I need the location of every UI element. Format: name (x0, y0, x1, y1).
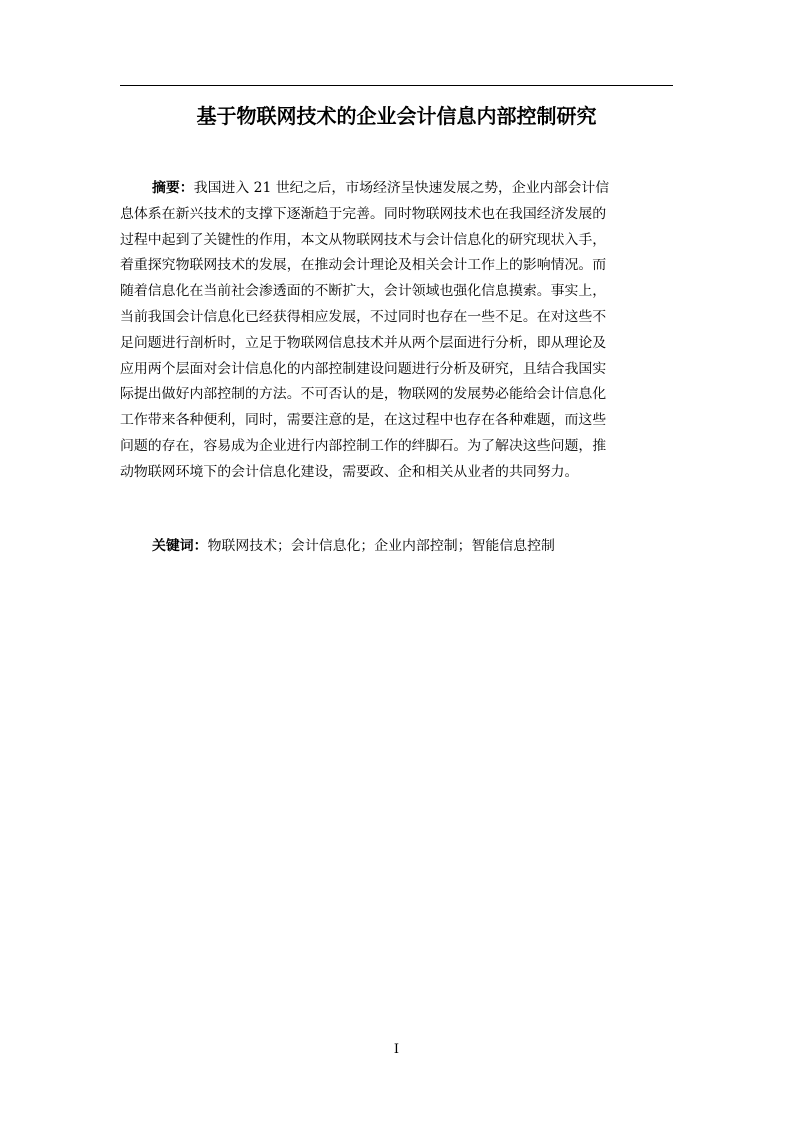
keywords-text: 物联网技术；会计信息化；企业内部控制；智能信息控制 (207, 538, 555, 554)
abstract-line: 问题的存在，容易成为企业进行内部控制工作的绊脚石。为了解决这些问题，推 (120, 437, 607, 454)
abstract-line: 随着信息化在当前社会渗透面的不断扩大，会计领域也强化信息摸索。事实上， (120, 283, 607, 300)
abstract-line: 着重探究物联网技术的发展，在推动会计理论及相关会计工作上的影响情况。而 (120, 257, 607, 274)
abstract-line: 际提出做好内部控制的方法。不可否认的是，物联网的发展势必能给会计信息化 (120, 386, 607, 403)
abstract-text: 我国进入 21 世纪之后，市场经济呈快速发展之势，企业内部会计信 (193, 180, 610, 196)
page-number: I (393, 1042, 400, 1057)
abstract-line (120, 176, 676, 202)
abstract-line: 过程中起到了关键性的作用，本文从物联网技术与会计信息化的研究现状入手， (120, 231, 607, 248)
abstract-line: 工作带来各种便利，同时，需要注意的是，在这过程中也存在各种难题，而这些 (120, 412, 607, 429)
keywords-label: 关键词： (152, 538, 208, 554)
document-title: 基于物联网技术的企业会计信息内部控制研究 (196, 104, 597, 128)
abstract-paragraph (120, 176, 676, 486)
abstract-line: 息体系在新兴技术的支撑下逐渐趋于完善。同时物联网技术也在我国经济发展的 (120, 205, 607, 222)
abstract-line: 动物联网环境下的会计信息化建设，需要政、企和相关从业者的共同努力。 (120, 463, 579, 480)
abstract-line: 应用两个层面对会计信息化的内部控制建设问题进行分析及研究，且结合我国实 (120, 360, 607, 377)
keywords-line (152, 533, 555, 559)
abstract-label: 摘要： (152, 180, 194, 196)
abstract-line: 足问题进行剖析时，立足于物联网信息技术并从两个层面进行分析，即从理论及 (120, 334, 607, 351)
abstract-line: 当前我国会计信息化已经获得相应发展，不过同时也存在一些不足。在对这些不 (120, 308, 607, 325)
header-rule (120, 85, 673, 86)
